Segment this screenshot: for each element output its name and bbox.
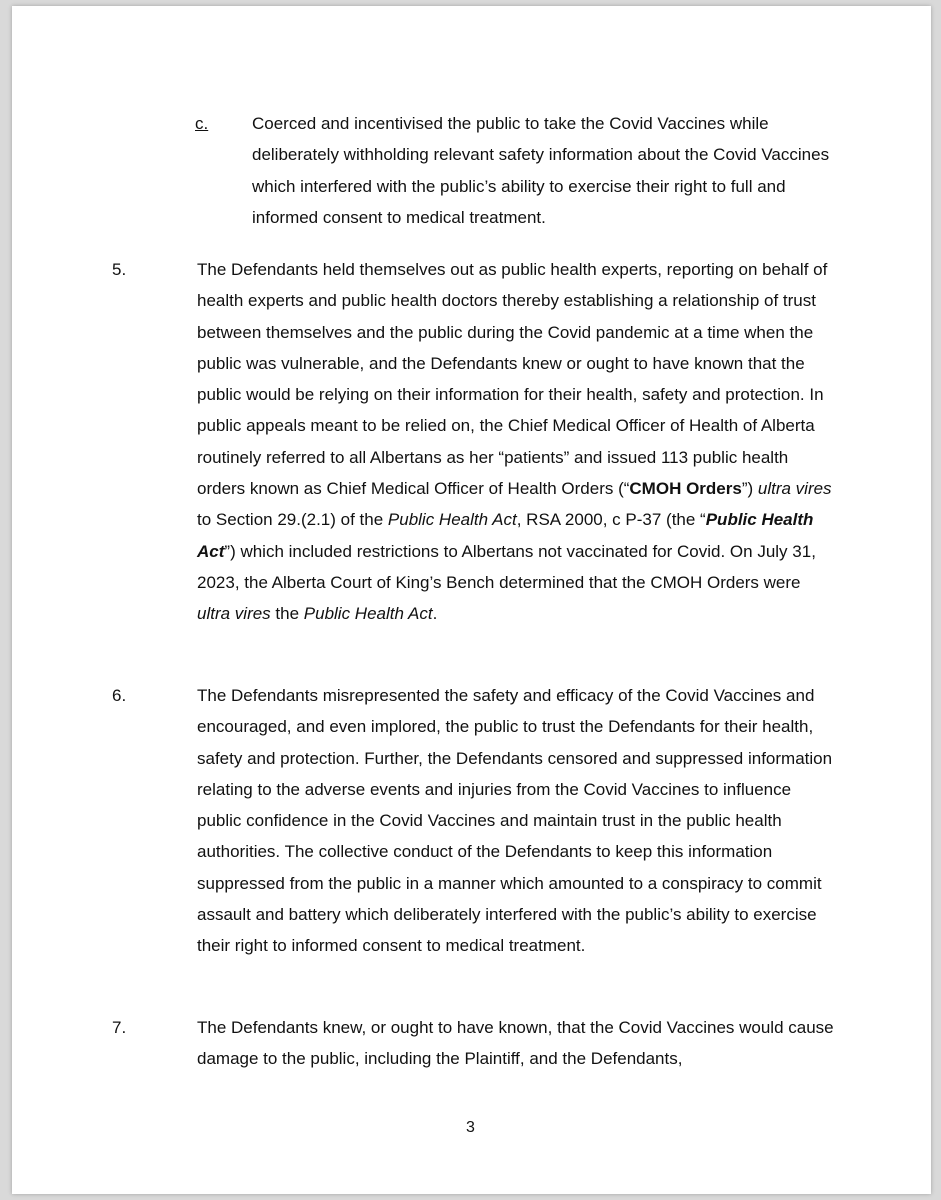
paragraph-7: The Defendants knew, or ought to have known, that the Covid Vaccines would cause damage to the public, including the Plaintiff, and the Defendants,: [197, 1018, 834, 1069]
page-number: 3: [466, 1119, 475, 1136]
document-page: [12, 6, 931, 1194]
paragraph-number-7: 7.: [112, 1018, 127, 1037]
paragraph-5: The Defendants held themselves out as public health experts, reporting on behalf of health experts and public health doctors thereby establishing a relationship of trust between themselves and the public during the Covid pandemic at a time when the public was vulnerable, and the Defendants knew or ought to have known that the public would be relying on their information for their health, safety and protection. In public appeals meant to be relied on, the Chief Medical Officer of Health of Alberta routinely referred to all Albertans as her “patients” and issued 113 public health orders known as Chief Medical Officer of Health Orders (“CMOH Orders”) ultra vires to Section 29.(2.1) of the Public Health Act, RSA 2000, c P-37 (the “Public Health Act”) which included restrictions to Albertans not vaccinated for Covid. On July 31, 2023, the Alberta Court of King’s Bench determined that the CMOH Orders were ultra vires the Public Health Act.: [197, 260, 832, 624]
subparagraph-c: Coerced and incentivised the public to take the Covid Vaccines while deliberately withholding relevant safety information about the Covid Vaccines which interfered with the public’s ability to exercise their right to full and informed consent to medical treatment.: [252, 114, 830, 227]
subparagraph-label-c: c.: [195, 114, 209, 133]
paragraph-number-6: 6.: [112, 686, 127, 705]
paragraph-6: The Defendants misrepresented the safety and efficacy of the Covid Vaccines and encouraged, and even implored, the public to trust the Defendants for their health, safety and protection. Further, the Defendants censored and suppressed information relating to the adverse events and injuries from the Covid Vaccines to influence public confidence in the Covid Vaccines and maintain trust in the public health authorities. The collective conduct of the Defendants to keep this information suppressed from the public in a manner which amounted to a conspiracy to commit assault and battery which deliberately interfered with the public’s ability to exercise their right to informed consent to medical treatment.: [197, 686, 833, 956]
paragraph-number-5: 5.: [112, 260, 127, 279]
